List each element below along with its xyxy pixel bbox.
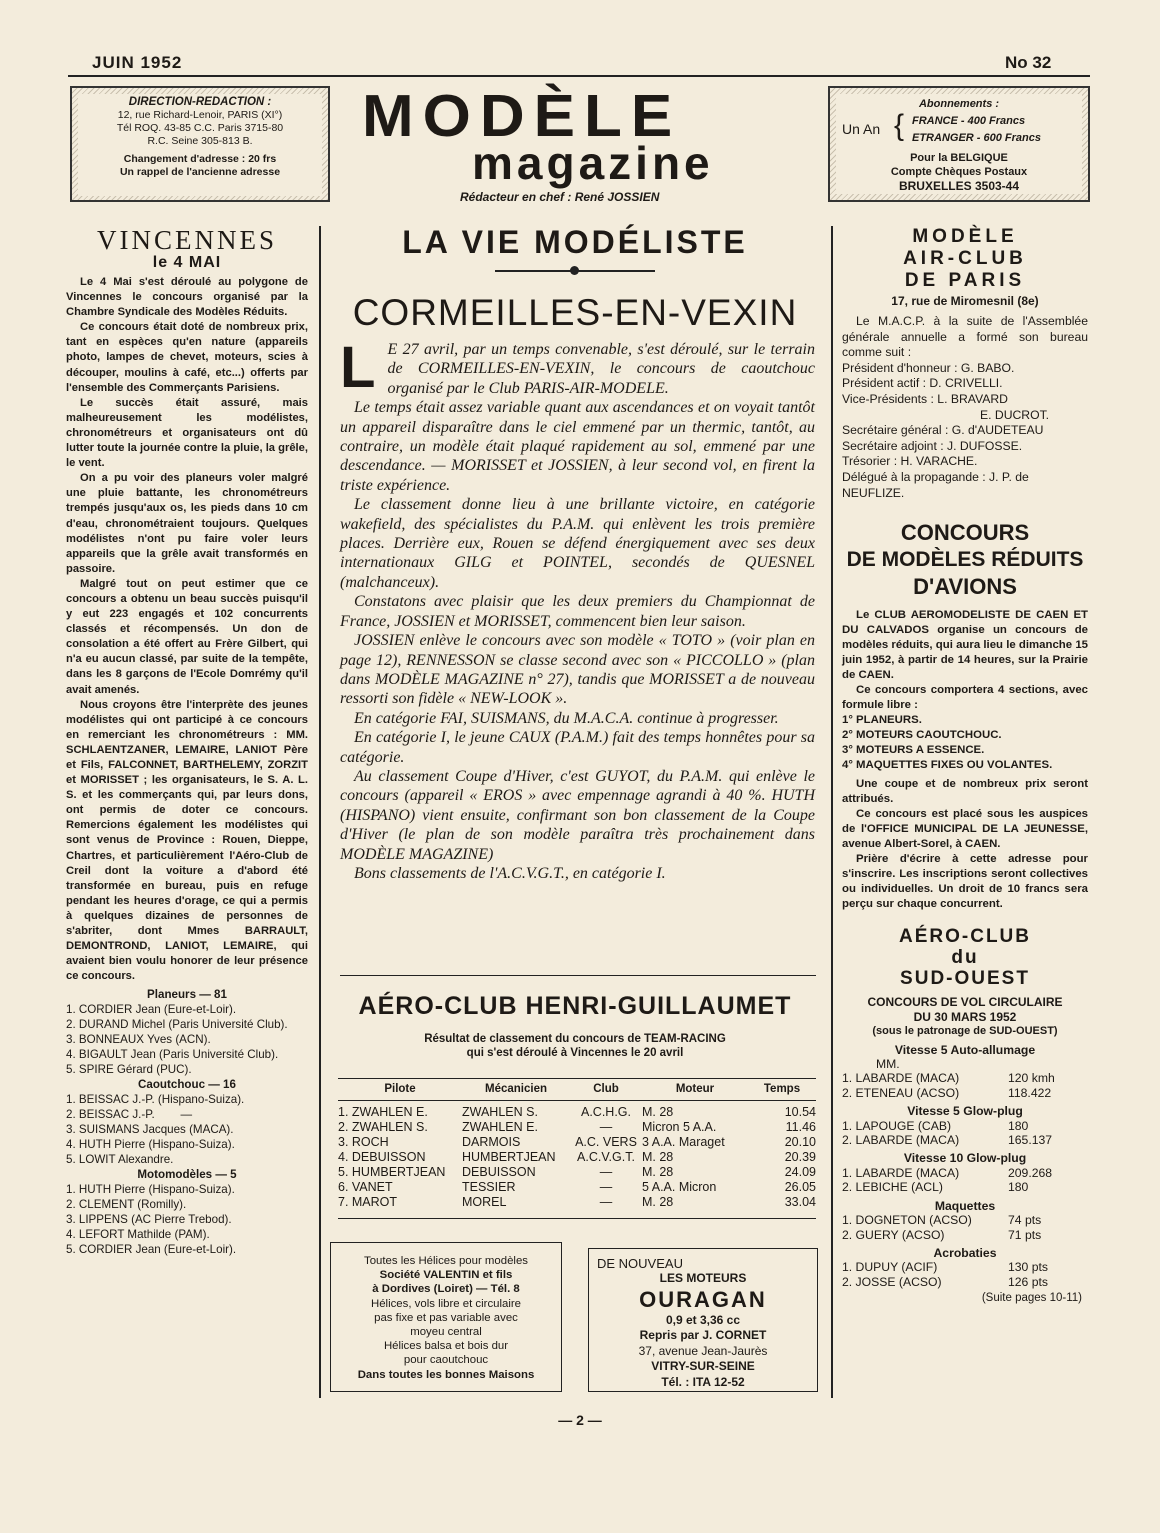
ornament-dot: [570, 266, 579, 275]
results-heading: Caoutchouc — 16: [138, 1078, 236, 1092]
masthead-bottom: magazine: [472, 137, 714, 189]
page-number: — 2 —: [558, 1412, 602, 1428]
table-row: [338, 1195, 816, 1210]
competitor-score: 165.137: [1008, 1133, 1053, 1148]
result-item: 4. LEFORT Mathilde (PAM).: [66, 1228, 210, 1242]
club-cell: —: [599, 1120, 613, 1134]
mechanic-cell: DEBUISSON: [462, 1165, 536, 1179]
mechanic-cell: ZWAHLEN E.: [462, 1120, 538, 1134]
sud-ouest-heading: Acrobaties: [933, 1245, 997, 1260]
pilot-cell: 3. ROCH: [338, 1135, 389, 1149]
ad-new: DE NOUVEAU: [597, 1256, 683, 1271]
table-row: [338, 1101, 816, 1121]
editor-line: Rédacteur en chef : René JOSSIEN: [460, 190, 660, 204]
article-paragraph: E 27 avril, par un temps convenable, s'est déroulé, sur le terrain de CORMEILLES-EN-VEXIN, le concours de caoutchouc organisé par le Club PARIS-AIR-MODELE.: [387, 341, 815, 397]
competitor-name: 2. LEBICHE (ACL): [842, 1180, 943, 1195]
result-item: 4. BIGAULT Jean (Paris Université Club).: [66, 1048, 279, 1062]
aero-club-subtitle: qui s'est déroulé à Vincennes le 20 avril: [466, 1047, 684, 1059]
table-header: Moteur: [675, 1083, 715, 1095]
competitor-score: 74 pts: [1008, 1213, 1042, 1228]
pilot-cell: 6. VANET: [338, 1180, 393, 1194]
belgium-line: BRUXELLES 3503-44: [898, 179, 1020, 193]
ad-line: Toutes les Hélices pour modèles: [364, 1255, 528, 1267]
issue-date: JUIN 1952: [92, 53, 183, 72]
result-item: 4. HUTH Pierre (Hispano-Suiza).: [66, 1138, 235, 1152]
subscription-box: [828, 86, 1090, 202]
vincennes-paragraph: Le succès était assuré, mais malheureusement les modélistes, chronométreurs et organisateurs ont dû lutter toute la journée contre la pluie, la grêle, le vent.: [66, 396, 308, 470]
article-paragraph: Le classement donne lieu à une brillante victoire, en catégorie wakefield, des spécialistes du P.A.M. qui enlèvent les trois première places. Derrière eux, Rouen se défend énergiquement avec ses deux internationaux GILG et POINTEL, secondés de QUESNEL (malchanceux).: [340, 496, 815, 591]
table-row: [338, 1135, 816, 1150]
article-paragraph: En catégorie I, le jeune CAUX (P.A.M.) fait des temps honnêtes pour sa catégorie.: [340, 729, 815, 766]
sud-ouest-row: [842, 1133, 1088, 1147]
result-item: 1. BEISSAC J.-P. (Hispano-Suiza).: [66, 1093, 245, 1107]
pilot-cell: 5. HUMBERTJEAN: [338, 1165, 446, 1179]
mechanic-cell: TESSIER: [462, 1180, 516, 1194]
macp-line: Délégué à la propagande : J. P. de NEUFLIZE.: [842, 469, 1029, 500]
time-cell: 20.10: [784, 1135, 816, 1149]
result-item: 5. CORDIER Jean (Eure-et-Loir).: [66, 1243, 237, 1257]
issue-number: No 32: [1005, 53, 1052, 72]
concours-paragraph: Prière d'écrire à cette adresse pour s'inscrire. Les inscriptions seront collectives ou individuelles. Un droit de 10 francs sera perçu sur chaque concurrent.: [842, 853, 1088, 911]
ad-line: Dans toutes les bonnes Maisons: [357, 1368, 535, 1381]
motor-cell: Micron 5 A.A.: [642, 1120, 717, 1134]
direction-line: R.C. Seine 305-813 B.: [147, 135, 253, 147]
table-row: [338, 1180, 816, 1195]
result-item: 5. SPIRE Gérard (PUC).: [66, 1063, 192, 1077]
club-cell: —: [599, 1165, 613, 1179]
article-paragraph: Constatons avec plaisir que les deux premiers du Championnat de France, JOSSIEN et MORISSET, commencent bien leur saison.: [340, 593, 815, 630]
motor-cell: M. 28: [642, 1150, 674, 1164]
sud-ouest-heading: Vitesse 5 Glow-plug: [907, 1104, 1023, 1119]
mechanic-cell: DARMOIS: [462, 1135, 521, 1149]
motor-cell: M. 28: [642, 1195, 674, 1209]
masthead-top: MODÈLE: [362, 83, 682, 150]
club-cell: A.C.V.G.T.: [577, 1150, 635, 1164]
ad-brand: OURAGAN: [639, 1286, 767, 1312]
pilot-cell: 2. ZWAHLEN S.: [338, 1120, 428, 1134]
subscription-france: FRANCE - 400 Francs: [912, 115, 1026, 127]
concours-title: D'AVIONS: [913, 574, 1017, 600]
sud-ouest-row: [842, 1119, 1088, 1133]
right-column: [842, 226, 1088, 1304]
ouragan-ad: [588, 1248, 818, 1392]
club-cell: —: [599, 1195, 613, 1209]
time-cell: 20.39: [784, 1150, 816, 1164]
sud-ouest-row: [842, 1180, 1088, 1194]
concours-title: DE MODÈLES RÉDUITS: [846, 548, 1084, 572]
subscription-period: Un An: [842, 121, 881, 137]
club-cell: A.C. VERS: [575, 1135, 637, 1149]
aero-club-subtitle: Résultat de classement du concours de TEAM-RACING: [424, 1033, 726, 1045]
ad-line: Repris par J. CORNET: [639, 1328, 767, 1342]
competitor-name: 2. JOSSE (ACSO): [842, 1274, 942, 1289]
table-header: Temps: [763, 1083, 801, 1095]
concours-item: 3° MOTEURS A ESSENCE.: [842, 744, 985, 757]
macp-line: Secrétaire adjoint : J. DUFOSSE.: [842, 438, 1023, 453]
table-header: Mécanicien: [485, 1083, 547, 1095]
mechanic-cell: MOREL: [462, 1195, 507, 1209]
ad-line: VITRY-SUR-SEINE: [651, 1359, 755, 1373]
table-row: [338, 1150, 816, 1165]
article-paragraph: Bons classements de l'A.C.V.G.T., en catégorie I.: [354, 864, 666, 882]
vincennes-date: le 4 MAI: [152, 254, 222, 271]
concours-paragraph: Ce concours comportera 4 sections, avec formule libre :: [842, 684, 1088, 712]
ad-line: 0,9 et 3,36 cc: [665, 1312, 741, 1327]
sud-ouest-subtitle: (sous le patronage de SUD-OUEST): [872, 1025, 1058, 1038]
suite-note: (Suite pages 10-11): [981, 1292, 1082, 1305]
mechanic-cell: ZWAHLEN S.: [462, 1105, 538, 1119]
concours-item: 2° MOTEURS CAOUTCHOUC.: [842, 729, 1002, 742]
sud-ouest-subtitle: CONCOURS DE VOL CIRCULAIRE: [867, 995, 1063, 1010]
belgium-line: Pour la BELGIQUE: [910, 152, 1008, 164]
concours-title: CONCOURS: [900, 520, 1030, 546]
sud-ouest-row: [842, 1071, 1088, 1085]
vincennes-paragraph: Le 4 Mai s'est déroulé au polygone de Vincennes le concours organisé par la Chambre Syndicale des Modèles Réduits.: [66, 276, 308, 319]
time-cell: 10.54: [784, 1105, 816, 1119]
club-cell: A.C.H.G.: [580, 1105, 631, 1119]
result-item: 5. LOWIT Alexandre.: [66, 1153, 174, 1167]
motor-cell: 3 A.A. Maraget: [642, 1135, 725, 1149]
column-rule-right: [831, 226, 833, 1398]
macp-title: DE PARIS: [904, 270, 1026, 291]
competitor-score: 126 pts: [1008, 1274, 1048, 1289]
vincennes-paragraph: Malgré tout on peut estimer que ce concours a obtenu un beau succès puisqu'il y eut 223 engagés et 102 concurrents classés et récompensés. Un don de consolation a été offert au Frère Gilbert, qui n'a eu aucun classé, par suite de la tempête, dans les 8 garçons de l'Ecole Domrémy qu'il avait amenés.: [66, 577, 308, 696]
address-change: Un rappel de l'ancienne adresse: [119, 166, 281, 178]
ad-line: LES MOTEURS: [659, 1271, 747, 1285]
time-cell: 33.04: [784, 1195, 816, 1209]
concours-paragraph: Une coupe et de nombreux prix seront attribués.: [842, 778, 1088, 806]
result-item: 1. CORDIER Jean (Eure-et-Loir).: [66, 1003, 237, 1017]
competitor-name: 2. GUERY (ACSO): [842, 1227, 945, 1242]
section-divider: [340, 975, 816, 976]
macp-line: Vice-Présidents : L. BRAVARD: [842, 391, 1008, 406]
ad-line: pour caoutchouc: [403, 1354, 489, 1367]
sud-ouest-row: [842, 1260, 1088, 1274]
ad-line: à Dordives (Loiret) — Tél. 8: [372, 1283, 520, 1296]
vincennes-paragraph: Nous croyons être l'interprète des jeunes modélistes qui ont participé à ce concours en remerciant les chronométreurs : MM. SCHLAENTZANER, LEMAIRE, LANIOT Père et Fils, FALCONNET, BARTHELEMY, ZORZIT et MORISSET ; les organisateurs, le S. A. L. S. et les commerçants qui, par leurs dons, ont permis de doter ce concours. Remercions également les modélistes qui sont venus de Province : Rouen, Dieppe, Chartres, et particulièrement l'Aéro-Club de Creil dont la voiture a d'abord été transformée en bureau, puis en refuge pendant les heures d'orage, ce qui a permis à quelques dizaines de personnes de s'abriter, dont Mmes BARRAULT, DEMONTROND, LANIOT, LEMAIRE, qui avaient bien voulu honorer de leur présence ce concours.: [66, 698, 308, 983]
results-heading: Planeurs — 81: [147, 988, 227, 1002]
macp-intro: Le M.A.C.P. à la suite de l'Assemblée générale annuelle a formé son bureau comme suit :: [842, 314, 1088, 360]
macp-line: Président d'honneur : G. BABO.: [842, 360, 1015, 375]
table-header: Pilote: [384, 1083, 416, 1095]
article-paragraph: En catégorie FAI, SUISMANS, du M.A.C.A. continue à progresser.: [354, 709, 779, 727]
cormeilles-article: [340, 335, 815, 883]
direction-title: DIRECTION-REDACTION :: [128, 96, 272, 108]
sud-ouest-row: [842, 1275, 1088, 1289]
drop-cap: L: [340, 335, 376, 400]
competitor-score: 209.268: [1008, 1165, 1053, 1180]
pilot-cell: 1. ZWAHLEN E.: [338, 1105, 428, 1119]
sud-ouest-title: du: [951, 947, 979, 969]
article-paragraph: Le temps était assez variable quant aux ascendances et on voyait tantôt un appareil disparaître dans le ciel emmené par un thermic, tantôt, au contraire, un modèle était plaqué rapidement au sol, emmené par une descendance. — MORISSET et JOSSIEN, à leur second vol, en firent la triste expérience.: [340, 399, 815, 494]
ad-line: 37, avenue Jean-Jaurès: [638, 1343, 768, 1358]
pilot-cell: 4. DEBUISSON: [338, 1150, 426, 1164]
mechanic-cell: HUMBERTJEAN: [462, 1150, 556, 1164]
competitor-score: 130 pts: [1008, 1260, 1048, 1275]
column-rule-left: [319, 226, 321, 1398]
time-cell: 26.05: [784, 1180, 816, 1194]
concours-item: 1° PLANEURS.: [842, 714, 922, 727]
vincennes-title: VINCENNES: [97, 225, 277, 255]
ad-line: Société VALENTIN et fils: [379, 1269, 513, 1282]
macp-line: Président actif : D. CRIVELLI.: [842, 376, 1003, 391]
macp-line: Secrétaire général : G. d'AUDETEAU: [842, 423, 1044, 438]
sud-ouest-title: SUD-OUEST: [900, 968, 1030, 990]
subscription-foreign: ETRANGER - 600 Francs: [912, 132, 1041, 144]
ad-line: pas fixe et pas variable avec: [374, 1311, 518, 1324]
motor-cell: M. 28: [642, 1105, 674, 1119]
results-heading: Motomodèles — 5: [137, 1168, 237, 1182]
direction-line: Tél ROQ. 43-85 C.C. Paris 3715-80: [116, 122, 284, 134]
time-cell: 24.09: [784, 1165, 816, 1179]
competitor-score: 180: [1008, 1118, 1029, 1133]
belgium-line: Compte Chèques Postaux: [890, 166, 1028, 178]
sud-ouest-row: [842, 1228, 1088, 1242]
subscription-brace: {: [894, 109, 905, 142]
top-rule: [68, 75, 1090, 77]
concours-item: 4° MAQUETTES FIXES OU VOLANTES.: [842, 759, 1053, 772]
result-item: 3. BONNEAUX Yves (ACN).: [66, 1033, 211, 1047]
pilot-cell: 7. MAROT: [338, 1195, 398, 1209]
result-item: 2. BEISSAC J.-P. —: [66, 1108, 193, 1122]
table-row: [338, 1120, 816, 1135]
result-item: 1. HUTH Pierre (Hispano-Suiza).: [66, 1183, 235, 1197]
ad-line: moyeu central: [410, 1326, 482, 1339]
macp-line: E. DUCROT.: [980, 407, 1050, 422]
competitor-name: 1. LABARDE (MACA): [842, 1071, 960, 1086]
table-header: Club: [593, 1083, 619, 1095]
sud-ouest-heading: Vitesse 5 Auto-allumage: [894, 1042, 1036, 1057]
sud-ouest-row: [842, 1086, 1088, 1100]
macp-address: 17, rue de Miromesnil (8e): [891, 294, 1039, 308]
competitor-score: 71 pts: [1008, 1227, 1042, 1242]
sud-ouest-row: [842, 1213, 1088, 1227]
result-item: 3. SUISMANS Jacques (MACA).: [66, 1123, 234, 1137]
section-title: LA VIE MODÉLISTE: [402, 224, 748, 260]
sud-ouest-sub: MM.: [876, 1057, 900, 1072]
ad-line: Hélices, vols libre et circulaire: [370, 1297, 522, 1310]
article-title: CORMEILLES-EN-VEXIN: [352, 292, 798, 333]
concours-paragraph: Le CLUB AEROMODELISTE DE CAEN ET DU CALVADOS organise un concours de modèles réduits, qui aura lieu le dimanche 15 juin 1952, à partir de 14 heures, sur la Prairie de CAEN.: [842, 609, 1088, 682]
valentin-ad: [330, 1242, 562, 1392]
vincennes-paragraph: On a pu voir des planeurs voler malgré une pluie battante, les chronométreurs trempés jusqu'aux os, les pieds dans 10 cm d'eau, chronométraient toujours. Quelques modélistes n'ont pu faire voler leurs appareils que la grêle avait transformés en passoire.: [66, 472, 308, 575]
motor-cell: 5 A.A. Micron: [642, 1180, 717, 1194]
sud-ouest-subtitle: DU 30 MARS 1952: [913, 1009, 1017, 1024]
article-paragraph: JOSSIEN enlève le concours avec son modèle « TOTO » (voir plan en page 12), RENNESSON se classe second avec son « PICCOLLO » (plan dans MODÈLE MAGAZINE n° 27), tandis que MORISSET a de nouveau ressorti son fidèle « NEW-LOOK ».: [340, 632, 815, 708]
time-cell: 11.46: [785, 1120, 816, 1134]
competitor-name: 1. LAPOUGE (CAB): [842, 1118, 952, 1133]
competitor-name: 1. DOGNETON (ACSO): [842, 1213, 972, 1228]
result-item: 3. LIPPENS (AC Pierre Trebod).: [66, 1213, 232, 1227]
ad-line: Tél. : ITA 12-52: [661, 1374, 745, 1389]
address-change: Changement d'adresse : 20 frs: [123, 153, 277, 165]
competitor-score: 180: [1008, 1180, 1029, 1195]
concours-paragraph: Ce concours est placé sous les auspices de l'OFFICE MUNICIPAL DE LA JEUNESSE, avenue Albert-Sorel, à CAEN.: [842, 808, 1088, 851]
competitor-name: 2. ETENEAU (ACSO): [842, 1085, 960, 1100]
aero-club-title: AÉRO-CLUB HENRI-GUILLAUMET: [358, 992, 792, 1020]
ad-line: Hélices balsa et bois dur: [383, 1340, 509, 1353]
table-row: [338, 1165, 816, 1180]
result-item: 2. DURAND Michel (Paris Université Club).: [66, 1018, 288, 1032]
sud-ouest-heading: Vitesse 10 Glow-plug: [903, 1151, 1027, 1166]
sud-ouest-title: AÉRO-CLUB: [899, 926, 1031, 948]
competitor-name: 1. LABARDE (MACA): [842, 1165, 960, 1180]
macp-title: AIR-CLUB: [903, 248, 1027, 269]
vincennes-column: [66, 226, 308, 1257]
macp-line: Trésorier : H. VARACHE.: [842, 454, 978, 469]
competitor-score: 118.422: [1008, 1085, 1052, 1100]
macp-title: MODÈLE: [912, 226, 1018, 247]
sud-ouest-heading: Maquettes: [934, 1198, 996, 1213]
competitor-name: 1. DUPUY (ACIF): [842, 1260, 938, 1275]
subscription-title: Abonnements :: [918, 98, 1000, 110]
direction-box: [70, 86, 330, 202]
vincennes-paragraph: Ce concours était doté de nombreux prix, tant en espèces qu'en nature (appareils photo, lampes de chevet, moteurs, scies à découper, moulins à café, etc...) offerts par l'ensemble des Commerçants Parisiens.: [66, 321, 308, 394]
competitor-name: 2. LABARDE (MACA): [842, 1133, 960, 1148]
table-bottom-rule: [338, 1218, 816, 1219]
competitor-score: 120 kmh: [1008, 1071, 1055, 1086]
team-racing-table: [338, 1078, 816, 1210]
direction-line: 12, rue Richard-Lenoir, PARIS (XI°): [117, 109, 283, 121]
sud-ouest-row: [842, 1166, 1088, 1180]
article-paragraph: Au classement Coupe d'Hiver, c'est GUYOT, du P.A.M. qui enlève le concours (appareil « EROS » avec empennage agrandi à 40 %. HUTH (HISPANO) vient ensuite, confirmant son bon classement de la Coupe d'Hiver (le plan de son modèle paraîtra très prochainement dans MODÈLE MAGAZINE): [340, 767, 815, 863]
club-cell: —: [599, 1180, 613, 1194]
result-item: 2. CLEMENT (Romilly).: [66, 1198, 187, 1212]
motor-cell: M. 28: [642, 1165, 674, 1179]
